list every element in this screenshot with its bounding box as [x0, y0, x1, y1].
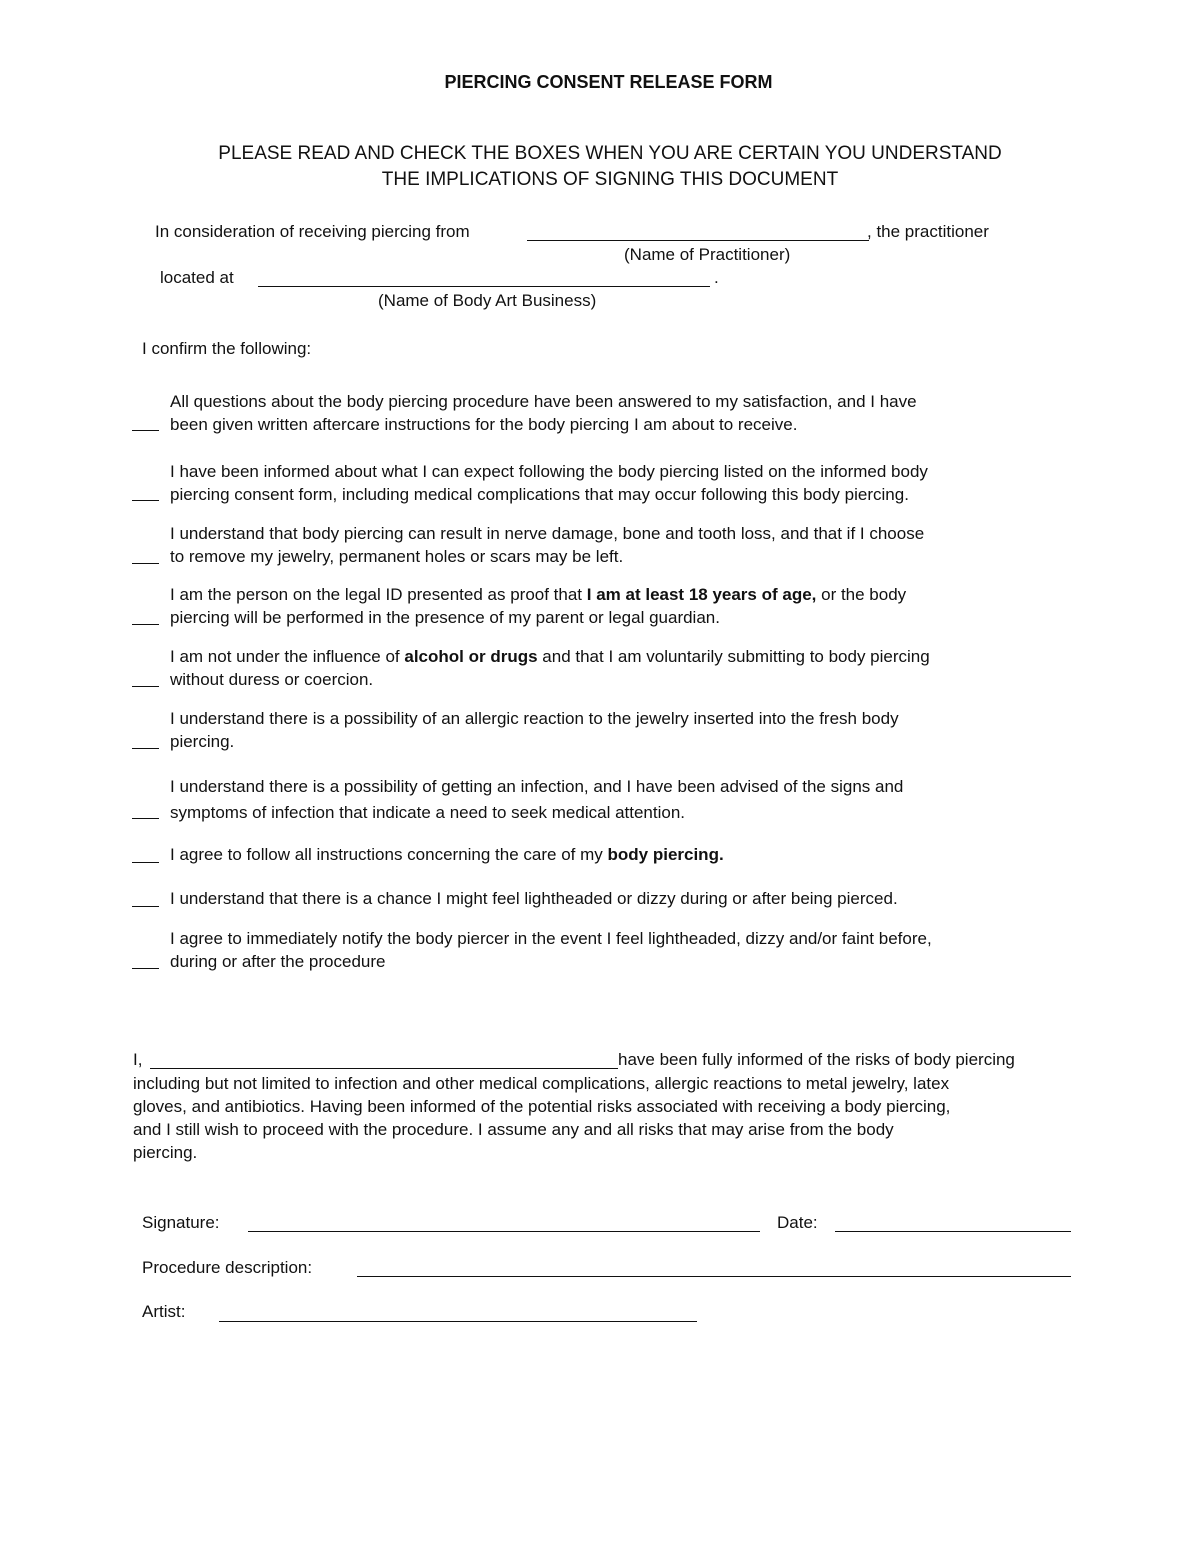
consent-item-6-line-1: I understand there is a possibility of an allergic reaction to the jewelry inserted into the fresh body: [170, 709, 899, 728]
consent-item-5-line-2: without duress or coercion.: [170, 670, 374, 689]
consent-item-6-line-2: piercing.: [170, 732, 235, 751]
consent-item-3-line-2: to remove my jewelry, permanent holes or scars may be left.: [170, 547, 624, 566]
located-label: located at: [160, 268, 234, 287]
consent-item-4-text-a: I am the person on the legal ID presented as proof that: [170, 585, 587, 604]
consent-item-7-line-2: symptoms of infection that indicate a need to seek medical attention.: [170, 803, 686, 822]
consent-item-9-line-1: I understand that there is a chance I might feel lightheaded or dizzy during or after being pierced.: [170, 889, 898, 908]
signature-label: Signature:: [142, 1213, 220, 1232]
consent-item-3: [170, 522, 1070, 568]
consent-item-7-line-1: I understand there is a possibility of getting an infection, and I have been advised of the signs and: [170, 777, 904, 796]
checkbox-item-10[interactable]: [132, 968, 159, 969]
confirm-label: I confirm the following:: [142, 339, 312, 358]
consent-item-2-line-2: piercing consent form, including medical complications that may occur following this body piercing.: [170, 485, 909, 504]
consideration-prefix: In consideration of receiving piercing from: [155, 222, 470, 241]
checkbox-item-6[interactable]: [132, 748, 159, 749]
date-field[interactable]: [835, 1231, 1071, 1232]
consent-item-4-line-2: piercing will be performed in the presence of my parent or legal guardian.: [170, 608, 720, 627]
page-title: PIERCING CONSENT RELEASE FORM: [444, 72, 773, 92]
checkbox-item-1[interactable]: [132, 430, 159, 431]
consent-item-5: [170, 645, 1070, 691]
acknowledgement-line-3: gloves, and antibiotics. Having been informed of the potential risks associated with receiving a body piercing,: [133, 1097, 951, 1116]
acknowledgement-line-5: piercing.: [133, 1143, 198, 1162]
checkbox-item-8[interactable]: [132, 862, 159, 863]
consent-item-8: [170, 843, 1070, 866]
procedure-field[interactable]: [357, 1276, 1071, 1277]
consent-item-5-text-b: and that I am voluntarily submitting to body piercing: [537, 647, 930, 666]
consent-item-2: [170, 460, 1070, 506]
artist-field[interactable]: [219, 1321, 697, 1322]
consent-item-10-line-1: I agree to immediately notify the body piercer in the event I feel lightheaded, dizzy and/or faint before,: [170, 929, 932, 948]
acknowledgement-prefix: I,: [133, 1050, 143, 1069]
consent-item-6: [170, 707, 1070, 753]
checkbox-item-7[interactable]: [132, 818, 159, 819]
consent-item-4: [170, 583, 1070, 629]
checkbox-item-9[interactable]: [132, 906, 159, 907]
consent-item-10: [170, 927, 1070, 973]
consent-item-5-bold: alcohol or drugs: [404, 647, 538, 666]
consent-item-10-line-2: during or after the procedure: [170, 952, 386, 971]
practitioner-name-field[interactable]: [527, 240, 869, 241]
consent-item-1: [170, 390, 1070, 436]
business-caption: (Name of Body Art Business): [378, 291, 597, 310]
acknowledgement-line-2: including but not limited to infection and other medical complications, allergic reactions to metal jewelry, latex: [133, 1074, 950, 1093]
located-suffix: .: [714, 268, 719, 287]
checkbox-item-5[interactable]: [132, 686, 159, 687]
business-name-field[interactable]: [258, 286, 710, 287]
consent-item-5-text-a: I am not under the influence of: [170, 647, 405, 666]
signature-field[interactable]: [248, 1231, 760, 1232]
checkbox-item-2[interactable]: [132, 500, 159, 501]
artist-label: Artist:: [142, 1302, 186, 1321]
procedure-label: Procedure description:: [142, 1258, 313, 1277]
acknowledgement-line-1: have been fully informed of the risks of body piercing: [618, 1050, 1015, 1069]
consent-item-3-line-1: I understand that body piercing can result in nerve damage, bone and tooth loss, and that if I choose: [170, 524, 925, 543]
consent-item-8-text-a: I agree to follow all instructions concerning the care of my: [170, 845, 608, 864]
consent-item-4-bold: I am at least 18 years of age,: [586, 585, 817, 604]
consent-item-7: [170, 774, 1070, 826]
consent-item-2-line-1: I have been informed about what I can expect following the body piercing listed on the informed body: [170, 462, 928, 481]
practitioner-caption: (Name of Practitioner): [624, 245, 791, 264]
consent-item-1-line-1: All questions about the body piercing procedure have been answered to my satisfaction, and I have: [170, 392, 917, 411]
checkbox-item-4[interactable]: [132, 624, 159, 625]
checkbox-item-3[interactable]: [132, 563, 159, 564]
acknowledgement-line-4: and I still wish to proceed with the procedure. I assume any and all risks that may arise from the body: [133, 1120, 894, 1139]
date-label: Date:: [777, 1213, 818, 1232]
instructions-line-2: THE IMPLICATIONS OF SIGNING THIS DOCUMENT: [381, 169, 839, 190]
consent-item-1-line-2: been given written aftercare instructions for the body piercing I am about to receive.: [170, 415, 798, 434]
consent-item-8-bold: body piercing.: [607, 845, 724, 864]
instructions-line-1: PLEASE READ AND CHECK THE BOXES WHEN YOU ARE CERTAIN YOU UNDERSTAND: [218, 143, 1002, 164]
client-name-field[interactable]: [150, 1068, 618, 1069]
consent-item-4-text-b: or the body: [816, 585, 907, 604]
consideration-suffix: , the practitioner: [867, 222, 989, 241]
consent-item-9: [170, 887, 1070, 910]
